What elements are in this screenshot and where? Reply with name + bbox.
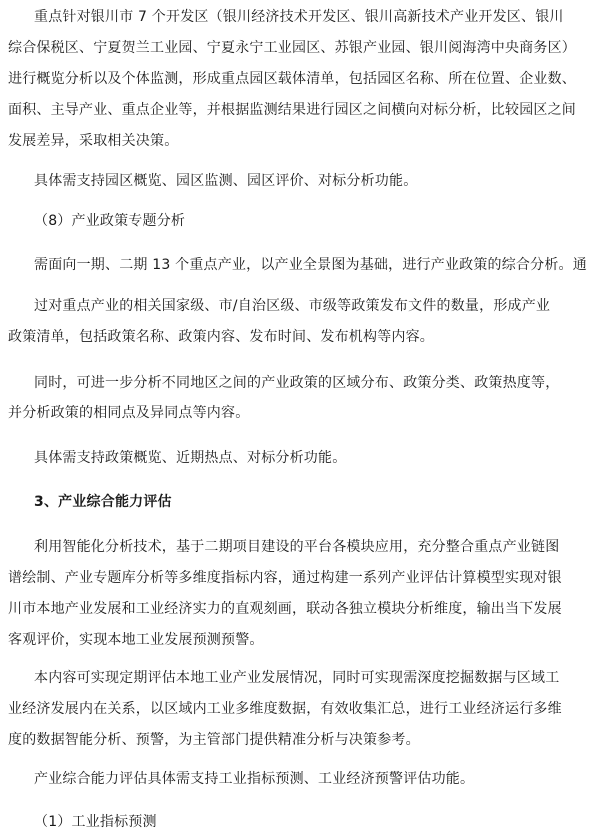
paragraph-5-line-2: 并分析政策的相同点及异同点等内容。 [8, 405, 250, 421]
section-heading-8: （8）产业政策专题分析 [34, 213, 186, 229]
paragraph-8-line-3: 度的数据智能分析、预警，为主管部门提供精准分析与决策参考。 [8, 732, 420, 748]
section-heading-3: 3、产业综合能力评估 [34, 494, 172, 510]
paragraph-8-line-1: 本内容可实现定期评估本地工业产业发展情况，同时可实现需深度挖掘数据与区域工 [34, 670, 560, 686]
paragraph-1-line-3: 进行概览分析以及个体监测，形成重点园区载体清单，包括园区名称、所在位置、企业数、 [8, 71, 576, 87]
paragraph-7-line-4: 客观评价，实现本地工业发展预测预警。 [8, 632, 264, 648]
paragraph-9-line-1: 产业综合能力评估具体需支持工业指标预测、工业经济预警评估功能。 [34, 771, 475, 787]
paragraph-2-line-1: 具体需支持园区概览、园区监测、园区评价、对标分析功能。 [34, 173, 418, 189]
paragraph-3-line-1: 需面向一期、二期 13 个重点产业，以产业全景图为基础，进行产业政策的综合分析。通 [34, 257, 587, 273]
paragraph-4-line-2: 政策清单，包括政策名称、政策内容、发布时间、发布机构等内容。 [8, 329, 434, 345]
paragraph-1-line-5: 发展差异，采取相关决策。 [8, 133, 179, 149]
paragraph-6-line-1: 具体需支持政策概览、近期热点、对标分析功能。 [34, 450, 347, 466]
paragraph-4-line-1: 过对重点产业的相关国家级、市/自治区级、市级等政策发布文件的数量，形成产业 [34, 298, 551, 314]
paragraph-1-line-2: 综合保税区、宁夏贺兰工业园、宁夏永宁工业园区、苏银产业园、银川阅海湾中央商务区） [8, 40, 576, 56]
paragraph-1-line-1: 重点针对银川市 7 个开发区（银川经济技术开发区、银川高新技术产业开发区、银川 [34, 9, 564, 25]
paragraph-7-line-2: 谱绘制、产业专题库分析等多维度指标内容，通过构建一系列产业评估计算模型实现对银 [8, 570, 562, 586]
paragraph-8-line-2: 业经济发展内在关系，以区域内工业多维度数据，有效收集汇总，进行工业经济运行多维 [8, 701, 562, 717]
paragraph-1-line-4: 面积、主导产业、重点企业等，并根据监测结果进行园区之间横向对标分析，比较园区之间 [8, 102, 576, 118]
section-heading-1: （1）工业指标预测 [34, 814, 157, 830]
paragraph-7-line-1: 利用智能化分析技术，基于二期项目建设的平台各模块应用，充分整合重点产业链图 [34, 539, 560, 555]
paragraph-5-line-1: 同时，可进一步分析不同地区之间的产业政策的区域分布、政策分类、政策热度等， [34, 375, 560, 391]
paragraph-7-line-3: 川市本地产业发展和工业经济实力的直观刻画，联动各独立模块分析维度，输出当下发展 [8, 601, 562, 617]
